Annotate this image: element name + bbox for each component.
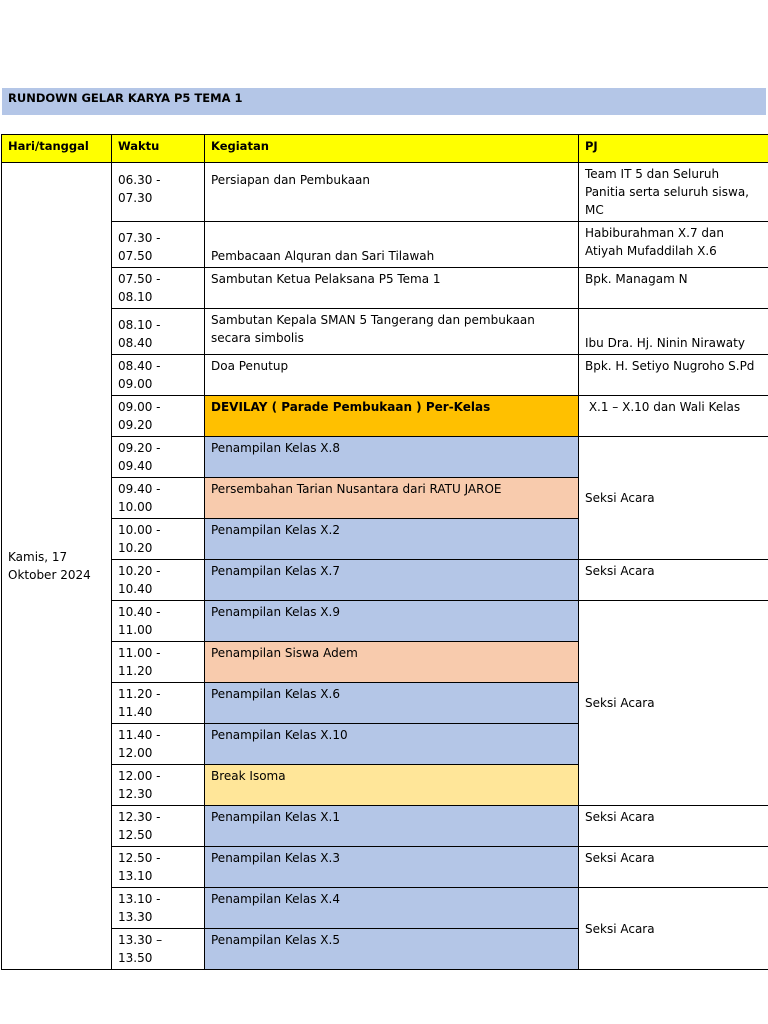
table-row	[2, 601, 768, 642]
time-cell: 08.10 - 08.40	[112, 309, 205, 355]
activity-cell: Penampilan Kelas X.3	[205, 847, 579, 888]
table-row	[2, 163, 768, 222]
time-cell: 10.00 - 10.20	[112, 519, 205, 560]
activity-cell: Penampilan Kelas X.9	[205, 601, 579, 642]
activity-cell: Sambutan Kepala SMAN 5 Tangerang dan pembukaan secara simbolis	[205, 309, 579, 355]
activity-cell: Penampilan Kelas X.8	[205, 437, 579, 478]
time-cell: 12.00 - 12.30	[112, 765, 205, 806]
time-cell: 11.20 - 11.40	[112, 683, 205, 724]
table-row	[2, 888, 768, 929]
time-cell: 06.30 - 07.30	[112, 163, 205, 222]
pic-cell: Seksi Acara	[579, 560, 768, 601]
pic-cell: Habiburahman X.7 dan Atiyah Mufaddilah X.6	[579, 222, 768, 268]
pic-cell: X.1 – X.10 dan Wali Kelas	[579, 396, 768, 437]
time-cell: 09.20 - 09.40	[112, 437, 205, 478]
time-cell: 13.10 - 13.30	[112, 888, 205, 929]
day-cell: Kamis, 17 Oktober 2024	[2, 163, 112, 970]
activity-cell: Pembacaan Alquran dan Sari Tilawah	[205, 222, 579, 268]
time-cell: 07.30 - 07.50	[112, 222, 205, 268]
table-header-row	[2, 135, 768, 163]
table-row	[2, 355, 768, 396]
header-pic: PJ	[579, 135, 768, 163]
activity-cell: Penampilan Kelas X.4	[205, 888, 579, 929]
table-row	[2, 268, 768, 309]
time-cell: 08.40 - 09.00	[112, 355, 205, 396]
header-activity: Kegiatan	[205, 135, 579, 163]
activity-cell: Break Isoma	[205, 765, 579, 806]
time-cell: 09.40 - 10.00	[112, 478, 205, 519]
time-cell: 10.20 - 10.40	[112, 560, 205, 601]
activity-cell: Penampilan Kelas X.2	[205, 519, 579, 560]
activity-cell: DEVILAY ( Parade Pembukaan ) Per-Kelas	[205, 396, 579, 437]
pic-cell: Seksi Acara	[579, 888, 768, 970]
activity-cell: Sambutan Ketua Pelaksana P5 Tema 1	[205, 268, 579, 309]
activity-cell: Persembahan Tarian Nusantara dari RATU JAROE	[205, 478, 579, 519]
header-time: Waktu	[112, 135, 205, 163]
table-row	[2, 396, 768, 437]
time-cell: 11.40 - 12.00	[112, 724, 205, 765]
table-row	[2, 437, 768, 478]
time-cell: 12.30 - 12.50	[112, 806, 205, 847]
activity-cell: Penampilan Kelas X.1	[205, 806, 579, 847]
time-cell: 12.50 - 13.10	[112, 847, 205, 888]
time-cell: 07.50 - 08.10	[112, 268, 205, 309]
pic-cell: Ibu Dra. Hj. Ninin Nirawaty	[579, 309, 768, 355]
pic-cell: Bpk. Managam N	[579, 268, 768, 309]
pic-cell: Bpk. H. Setiyo Nugroho S.Pd	[579, 355, 768, 396]
time-cell: 09.00 - 09.20	[112, 396, 205, 437]
pic-cell: Team IT 5 dan Seluruh Panitia serta seluruh siswa, MC	[579, 163, 768, 222]
time-cell: 11.00 - 11.20	[112, 642, 205, 683]
activity-cell: Penampilan Kelas X.7	[205, 560, 579, 601]
table-row	[2, 847, 768, 888]
table-row	[2, 560, 768, 601]
rundown-table	[1, 134, 768, 970]
activity-cell: Penampilan Kelas X.10	[205, 724, 579, 765]
pic-cell: Seksi Acara	[579, 847, 768, 888]
activity-cell: Persiapan dan Pembukaan	[205, 163, 579, 222]
activity-cell: Penampilan Kelas X.6	[205, 683, 579, 724]
activity-cell: Doa Penutup	[205, 355, 579, 396]
time-cell: 10.40 - 11.00	[112, 601, 205, 642]
table-row	[2, 309, 768, 355]
time-cell: 13.30 – 13.50	[112, 929, 205, 970]
table-row	[2, 806, 768, 847]
table-row	[2, 222, 768, 268]
pic-cell: Seksi Acara	[579, 437, 768, 560]
pic-cell: Seksi Acara	[579, 806, 768, 847]
header-day: Hari/tanggal	[2, 135, 112, 163]
pic-cell: Seksi Acara	[579, 601, 768, 806]
activity-cell: Penampilan Siswa Adem	[205, 642, 579, 683]
document-title: RUNDOWN GELAR KARYA P5 TEMA 1	[2, 88, 766, 115]
activity-cell: Penampilan Kelas X.5	[205, 929, 579, 970]
